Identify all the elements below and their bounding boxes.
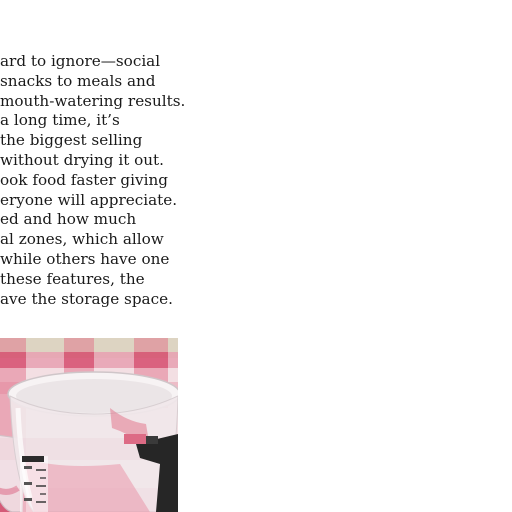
article-line: snacks to meals and [0, 71, 156, 90]
article-line: while others have one [0, 249, 170, 268]
article-line: ed and how much [0, 210, 137, 229]
article-line: without drying it out. [0, 150, 164, 169]
article-line: ook food faster giving [0, 170, 168, 189]
article-line: these features, the [0, 269, 145, 288]
article-line: a long time, it’s [0, 111, 120, 130]
article-line: al zones, which allow [0, 230, 164, 249]
measuring-jug [8, 372, 178, 512]
article-body-text [0, 52, 200, 309]
measuring-jug-photo [0, 338, 178, 512]
article-line: ard to ignore—social [0, 52, 161, 70]
measurement-scale [20, 456, 48, 512]
article-line: eryone will appreciate. [0, 190, 178, 209]
article-line: ave the storage space. [0, 289, 173, 308]
article-line: mouth-watering results. [0, 91, 186, 110]
article-line: the biggest selling [0, 131, 143, 150]
